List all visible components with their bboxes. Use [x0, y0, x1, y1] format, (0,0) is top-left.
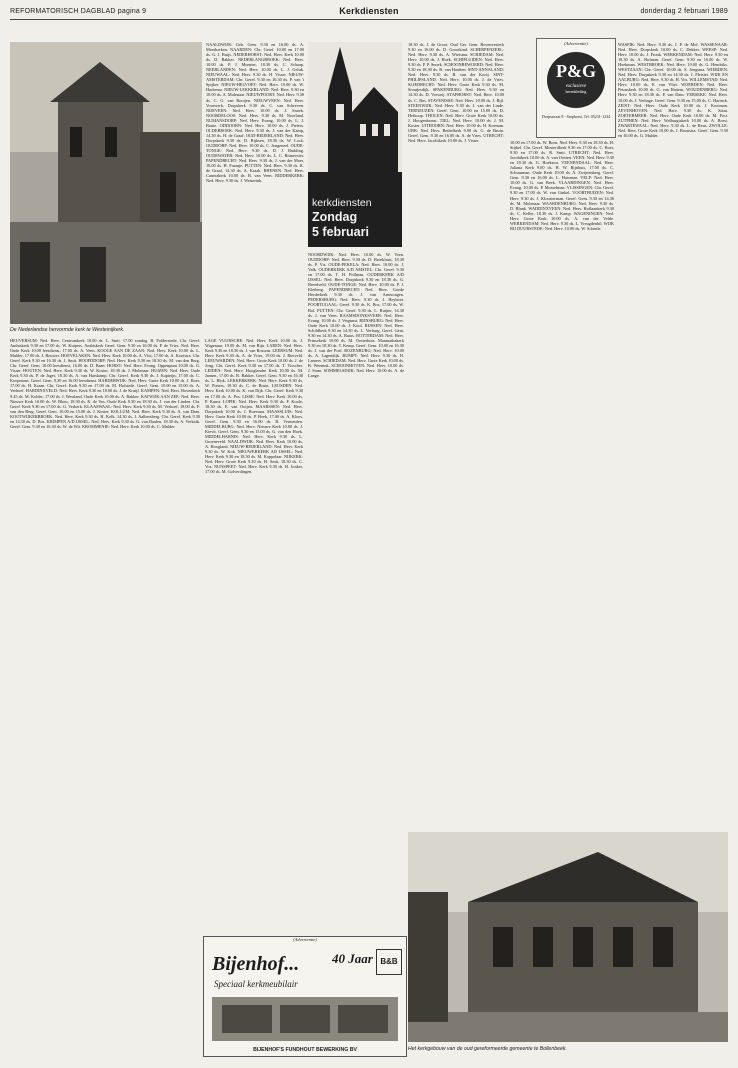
pg-advertisement	[536, 38, 616, 138]
right-photo-caption: Het kerkgebouw van de oud gereformeerde gemeente te Bollenbeek.	[408, 1046, 567, 1052]
column-2-text: LAGE VUURSCHE: Ned. Herv. Kerk 10.00 ds. J. Wagenaar, 19.00 ds. M. van Rijn. LAREN: Ned. Herv. Kerk 9.30 en 18.30 ds. J. van Rossem. LEERSUM: Ned. Herv. Kerk 9.30 ds. A. de Vries, 19.00 ds. J. Rietveld. LEEUWARDEN: Ned. Herv. Grote Kerk 10.00 ds. J. de Jong. Chr. Geref. Kerk 9.30 en 17.00 ds. T. Visscher. LEIDEN: Ned. Herv. Hooglandse Kerk 10.00 ds. M. Jansen, 17.00 ds. R. Bakker. Geref. Gem. 9.30 en 16.30 ds. L. Blok. LEKKERKERK: Ned. Herv. Kerk 9.30 ds. W. Pieters, 18.30 ds. C. de Bruin. LEUSDEN: Ned. Herv. Kerk 10.00 ds. K. van Dijk. Chr. Geref. Kerk 9.30 en 17.00 ds. A. Pos. LISSE: Ned. Herv. Kerk 10.00 ds. P. Kunst. LOPIK: Ned. Herv. Kerk 9.30 ds. F. Koole, 18.30 ds. E. van Ooijen. MAARSSEN: Ned. Herv. Dorpskerk 10.00 ds. J. Boersma. MAASSLUIS: Ned. Herv. Grote Kerk 10.00 ds. P. Hoek, 17.00 ds. A. Kloos. Geref. Gem. 9.30 en 16.00 ds. B. Vermeulen. MIDDELBURG: Ned. Herv. Nieuwe Kerk 10.00 ds. J. Kievit. Geref. Gem. 9.30 en 15.00 ds. G. van den Hoek. MIDDELHARNIS: Ned. Herv. Kerk 9.30 ds. L. Groeneveld. NAALDWIJK: Ned. Herv. Kerk 10.00 ds. A. Hoogland. NIEUW-BEIJERLAND: Ned. Herv. Kerk 9.30 ds. W. Kok. NIEUWERKERK AD IJSSEL: Ned. Herv. Kerk 9.30 en 18.30 ds. M. Koppelaar. NIJKERK: Ned. Herv. Grote Kerk 9.30 ds. H. Smit, 18.30 ds. C. Vos. NUNSPEET: Ned. Herv. Kerk 9.30 ds. H. Jonker, 17.00 ds. M. Golverdingen.	[205, 338, 303, 475]
church-illustration-left	[10, 42, 202, 324]
section-title: Kerkdiensten	[339, 6, 399, 16]
pews-illustration	[212, 997, 398, 1041]
church-photo-right	[408, 832, 728, 1042]
pg-logo	[547, 52, 605, 108]
church-silhouette-icon	[308, 42, 402, 192]
column-1	[10, 338, 200, 1060]
kerkdiensten-title-block	[308, 42, 402, 247]
bijenhof-footer: BIJENHOF'S FUNDHOUT BEWERKING BV	[253, 1047, 357, 1053]
column-3	[206, 42, 304, 332]
bijenhof-advertisement	[203, 936, 407, 1057]
church-photo-left	[10, 42, 202, 324]
page-header	[10, 3, 728, 20]
column-6	[510, 140, 614, 830]
left-photo-caption: De Nederlandse hervormde kerk te Westeinijkerk.	[10, 327, 125, 333]
church-illustration-right	[408, 832, 728, 1042]
pg-logo-text: P&G	[556, 61, 596, 81]
bijenhof-title: Bijenhof...	[212, 953, 300, 975]
bijenhof-slogan: Speciaal kerkmeubilair	[214, 979, 298, 989]
title-day: Zondag	[312, 210, 358, 224]
pg-tagline-1: exclusieve	[565, 84, 587, 89]
column-2	[205, 338, 303, 930]
column-3-text: NAALDWIJK: Geb. Gem. 9.30 en 16.00 ds. A. Moerkerken. NAARDEN: Chr. Geref. 10.00 en 17.00 ds. G. J. Buijs. NEDERHORST: Ned. Herv. Kerk 10.00 ds. D. Bakker. NEDERLANGBROEK: Ned. Herv. 10.00 ds. P. J. Munster, 18.30 ds. C. Schaap. NEERLANDEN: Ned. Herv. 10.00 ds. L. J. Geluk. NIEUWAAL: Ned. Herv. 9.30 ds. H. Visser. NIEUW-AMSTERDAM: Chr. Geref. 9.30 en 16.30 ds. P. van 't Spijker. NIEUW-HELVOET: Ned. Herv. 10.00 ds. W. Harkema. NIEUW-LEKKERLAND: Ned. Herv. 9.30 en 18.00 ds. A. Molenaar. NIEUWPOORT: Ned. Herv. 9.30 ds. C. G. van Rooijen. NIEUWVEEN: Ned. Herv. Voorwerk, Dorpskerk 9.30 ds. C. van Schreven. NIJEVEEN: Ned. Herv. 10.00 ds. J. Snoek. NOORDELOOS: Ned. Herv. 9.30 ds. M. Noorland. NUMANSDORP: Ned. Herv. Evang. 10.00 ds. L. J. Bonte. ODDOORN: Ned. Herv. 10.00 ds. J. Pieters. OLDEBROEK: Ned. Herv. 9.30 ds. J. van der Kamp, 14.30 ds. H. de Graaf. OUD-BEIJERLAND: Ned. Herv. Dorpskerk 9.30 ds. D. Rijksen, 18.30 ds. W. Lock. OUDDORP: Ned. Herv. 10.00 ds. C. Jongeneel. OUDE-TONGE: Ned. Herv. 9.30 ds. D. J. Budding. OUDEWATER: Ned. Herv. 10.00 ds. L. C. Ritmeester. PAPENDRECHT: Ned. Herv. 9.30 ds. J. van der Meer, 18.00 ds. H. Fraanje. PUTTEN: Ned. Herv. 9.30 ds. K. de Graaf, 14.30 ds. A. Kraak. RHENEN: Ned. Herv. Cunerakerk 10.00 ds. B. van Veen. RIDDERKERK: Ned. Herv. 9.30 ds. J. Westerink.	[206, 42, 304, 184]
column-7	[618, 42, 728, 830]
pg-address: Dorpsstraat 8 - Staphorst, Tel. 05231-1234	[541, 114, 611, 119]
pg-tagline-2: herenkleding	[565, 89, 587, 94]
column-4	[308, 252, 404, 930]
column-5	[408, 42, 504, 827]
column-1-text: HEUVERSUM: Ned. Herv. Centrumkerk 10.00 ds. L. Smit. 17.00 zondag. B. Polderstede, Chr. Geref. Ambtskerk 9.30 en 17.00 ds. W. Kuipers. Ambtskerk Geref. Gem. 9.30 en 16.00 ds. P. de Vries. Ned. Herv. Oude Kerk 10.00 leesdienst, 17.00 ds. A. Veen. KOOGE AAN DE ZAAN: Ned. Herv. Kerk 10.00 ds. L. Mulder, 17.00 ds. J. Bouwer. HOEVELAKEN: Ned. Herv. Kerk 10.00 ds. A. Vlot, 17.00 ds. A. Kooistra. Chr. Geref. Kerk 9.30 en 16.30 ds. J. Smit. HOOFDDORP: Ned. Herv. Kerk 9.30 en 18.30 ds. M. van den Berg. Chr. Geref. Gem. 10.00 leesdienst, 16.00 ds. D. Baan. HORST: Ned. Herv. Evang. Oppenpunt 10.00 ds. G. Visser. HOUTEN: Ned. Herv. Kerk 9.30 ds. W. Koster, 18.30 ds. J. Molenaar. HUIZEN: Ned. Herv. Oude Kerk 9.30 ds. P. de Jager, 18.30 ds. A. van Harskamp. Chr. Geref. Kerk 9.30 ds. J. Kapteijn, 17.00 ds. C. Koopmans. Geref. Gem. 9.30 en 16.00 leesdienst. HARDERWIJK: Ned. Herv. Grote Kerk 10.00 ds. J. Boer, 17.00 ds. H. Kraan. Chr. Geref. Kerk 9.30 en 17.00 ds. M. Hofstede. Geref. Gem. 10.00 en 15.00 ds. A. Verhoef. HARDINXVELD: Ned. Herv. Kerk 9.30 en 18.00 ds. J. de Kruijf. KAMPEN: Ned. Herv. Bovenkerk 9.45 ds. M. Kolder, 17.00 ds. J. Westland. Oude Kerk 10.00 ds. A. Bakker. KATWIJK AAN ZEE: Ned. Herv. Nieuwe Kerk 10.00 ds. W. Blom, 18.30 ds. K. de Vos. Oude Kerk 9.30 en 18.30 ds. J. van der Linden. Chr. Geref. Kerk 9.30 en 17.00 ds. G. Verkerk. KLAASWAAL: Ned. Herv. Kerk 9.30 ds. M. Verhoef, 18.00 ds. P. van den Berg. Geref. Gem. 10.00 en 15.00 ds. J. Koster. KOLLUM: Ned. Herv. Kerk 9.30 ds. A. van Dam. KOOTWIJKERBROEK: Ned. Herv. Kerk 9.30 ds. H. Kolk, 14.30 ds. J. Aalbersberg. Chr. Geref. Kerk 9.30 en 14.30 ds. D. Bos. KRIMPEN A/D IJSSEL: Ned. Herv. Kerk 9.30 ds. G. van Baalen, 18.30 ds. A. Verkaik. Geref. Gem. 9.30 en 16.30 ds. W. de Wit. KROMMENIE: Ned. Herv. Kerk 10.00 ds. C. Mulder.	[10, 338, 200, 429]
bijenhof-furniture-image	[212, 997, 398, 1041]
column-6-text: 10.00 en 17.00 ds. W. Bons. Ned. Herv. 9.30 en 18.30 ds. H. Stijkel. Chr. Geref. Mosterdkerk 9.30 en 17.00 ds. C. Boer, 9.30 en 17.00 ds. R. Smit. UTRECHT: Ned. Herv. Jacobikerk 10.00 ds. A. van Oosten. VEEN: Ned. Herv. 9.30 en 18.30 ds. G. Hoekstra. VEENENDAAL: Ned. Herv. Juliana Kerk 9.00 ds. H. W. Rijnhuis, 17.00 ds. C. Schuurman. Oude Kerk 10.00 ds. A. Zwijnenberg. Geref. Gem. 9.30 en 16.00 ds. L. Huisman. VELP: Ned. Herv. 10.00 ds. G. van Beek. VLAARDINGEN: Ned. Herv. Evang. 10.00 ds. P. Mosselman. VLISSINGEN: Chr. Geref. 9.30 en 17.00 ds. W. van Ginkel. VOORTHUIZEN: Ned. Herv. 9.30 ds. J. Kloosterman. Geref. Gem. 9.30 en 14.30 ds. M. Molenaar. WAARDENBURG: Ned. Herv. 9.30 ds. D. Blank. WADDINXVEEN: Ned. Herv. Hoflaankerk 9.30 ds. C. Keller, 18.30 ds. J. Kamp. WAGENINGEN: Ned. Herv. Grote Kerk 10.00 ds. A. van der Velde. WERKENDAM: Ned. Herv. 9.30 ds. L. Vreugdenhil. WIJK BIJ DUURSTEDE: Ned. Herv. 10.00 ds. W. Scheele.	[510, 140, 614, 231]
title-kerkdiensten: kerkdiensten	[312, 197, 372, 209]
advertisement-label: (Advertentie)	[293, 937, 317, 942]
column-4-text: NOORDWIJK: Ned. Herv. 10.00 ds. W. Veen. OUDDORP: Ned. Herv. 9.30 ds. D. Broekhuis, 18.30 ds. P. Vis. OUDE-PEKELA: Ned. Herv. 10.00 ds. J. Valk. OUDERKERK A/D AMSTEL: Chr. Geref. 9.30 en 17.00 ds. T. H. Pollman. OUDERKERK A/D IJSSEL: Ned. Herv. Dorpskerk 9.30 en 18.30 ds. G. Breedveld. OUDE-TONGE: Ned. Herv. 10.00 ds. P. J. Kleiberg. PAPENDRECHT: Ned. Herv. Goede Herderkerk 9.30 ds. J. van Amerongen. PEDERSBURG: Ned. Herv. 9.30 ds. J. Heyboer. POORTUGAAL: Geref. 9.30 ds. K. Bos, 17.00 ds. W. Bol. PUTTEN: Chr. Geref. 9.30 ds. L. Ruijter, 14.30 ds. J. van Veen. RAAMSDONKSVEER: Ned. Herv. Evang. 10.00 ds. J. Vergunst. RIJNSBURG: Ned. Herv. Oude Kerk 10.00 ds. J. Kool. RIJSSEN: Ned. Herv. Schildkerk 9.30 en 14.30 ds. L. Verburg. Geref. Gem. 9.30 en 14.30 ds. A. Baars. ROTTERDAM: Ned. Herv. Prinsekerk 10.00 ds. M. Oosterhuis. Maranathakerk 9.30 en 18.30 ds. T. Kemp. Geref. Gem. 10.00 en 16.30 ds. J. van der Poel. ROZENBURG: Ned. Herv. 10.00 ds. A. Lagendijk. RUMPT: Ned. Herv. 9.30 ds. H. Lamers. SCHIEDAM: Ned. Herv. Grote Kerk 10.00 ds. B. Weenink. SCHOONHOVEN: Ned. Herv. 10.00 ds. J. Stam. SOMMELSDIJK: Ned. Herv. 10.00 ds. A. de Lange.	[308, 252, 404, 379]
column-7-text: WASPIK: Ned. Herv. 9.30 ds. J. P. de Mol. WASSENAAR: Ned. Herv. Dorpskerk 10.00 ds. C. Dekker. WEESP: Ned. Herv. 10.00 ds. J. Pronk. WERKENDAM: Ned. Herv. 9.30 en 18.30 ds. A. Hofman. Geref. Gem. 9.30 en 16.00 ds. W. Hoekman. WESTBROEK: Ned. Herv. 10.00 ds. G. Hendriks. WESTZAAN: Chr. Geref. 10.00 ds. S. Jongsma. WIERDEN: Ned. Herv. Dorpskerk 9.30 en 14.30 ds. J. Pleisier. WIJK EN AALBURG: Ned. Herv. 9.30 ds. H. Vos. WILLEMSTAD: Ned. Herv. 10.00 ds. E. van Vliet. WOERDEN: Ned. Herv. Petruskerk 10.00 ds. G. van Hattem. WOUDENBERG: Ned. Herv. 9.30 en 18.30 ds. P. van Dam. YERSEKE: Ned. Herv. 10.00 ds. J. Verhage. Geref. Gem. 9.30 en 15.00 ds. C. Harinck. ZEIST: Ned. Herv. Oude Kerk 10.00 ds. J. Kooiman. ZEVENHOVEN: Ned. Herv. 9.30 ds. K. Stam. ZOETERMEER: Ned. Herv. Oude Kerk 10.00 ds. M. Post. ZUTPHEN: Ned. Herv. Walburgiskerk 10.00 ds. A. Borst. ZWARTEWAAL: Ned. Herv. 9.30 ds. L. de Reus. ZWOLLE: Ned. Herv. Grote Kerk 10.00 ds. J. Boonstra. Geref. Gem. 9.30 en 16.00 ds. G. Mulder.	[618, 42, 728, 138]
bijenhof-years: 40 Jaar	[332, 951, 373, 966]
bijenhof-logo: B&B	[376, 949, 402, 975]
title-date: 5 februari	[312, 225, 369, 239]
issue-date: donderdag 2 februari 1989	[640, 7, 728, 15]
column-5-text: 18.30 ds. J. de Groot. Oud Ger. Gem. Bovenvesterk 9.30 en 16.00 ds. D. Grootkind. SCHERPENZEEL: Ned. Herv. 9.30 ds. A. Wietsma. SCHIEDAM: Ned. Herv. 10.00 ds. J. Hoek. SCHIPLUIDEN: Ned. Herv. 9.30 ds. P. P. Snoek. SCHOONREWOERD: Ned. Herv. 9.30 en 18.30 ds. B. van Haaften. SINT-ANNALAND: Ned. Herv. 9.30 ds. R. van der Kooij. SINT-PHILIPSLAND: Ned. Herv. 10.00 ds. J. de Vries. SLIEDRECHT: Ned. Herv. Grote Kerk 9.30 ds. M. Stoutjesdijk. SPAKENBURG: Ned. Herv. 9.30 en 14.30 ds. D. Verweij. STAPHORST: Ned. Herv. 10.00 ds. C. Bas. STAVENISSE: Ned. Herv. 10.00 ds. J. Bijl. STEENWIJK: Ned. Herv. 9.30 ds. J. van der Linde. TERNEUZEN: Geref. Gem. 10.00 en 15.00 ds. D. Heikoop. THOLEN: Ned. Herv. Grote Kerk 10.00 ds. J. Hoogenboom. TIEL: Ned. Herv. 10.00 ds. J. M. Koster. UITHOORN: Ned. Herv. 10.00 ds. H. Koeman. URK: Ned. Herv. Bethelkerk 9.00 ds. G. de Bruin. Geref. Gem. 9.30 en 16.00 ds. A. de Vries. UTRECHT: Ned. Herv. Jacobikerk 10.00 ds. J. Visser.	[408, 42, 504, 143]
newspaper-page-label: REFORMATORISCH DAGBLAD pagina 9	[10, 7, 147, 15]
advertisement-label: (Advertentie)	[564, 41, 588, 46]
